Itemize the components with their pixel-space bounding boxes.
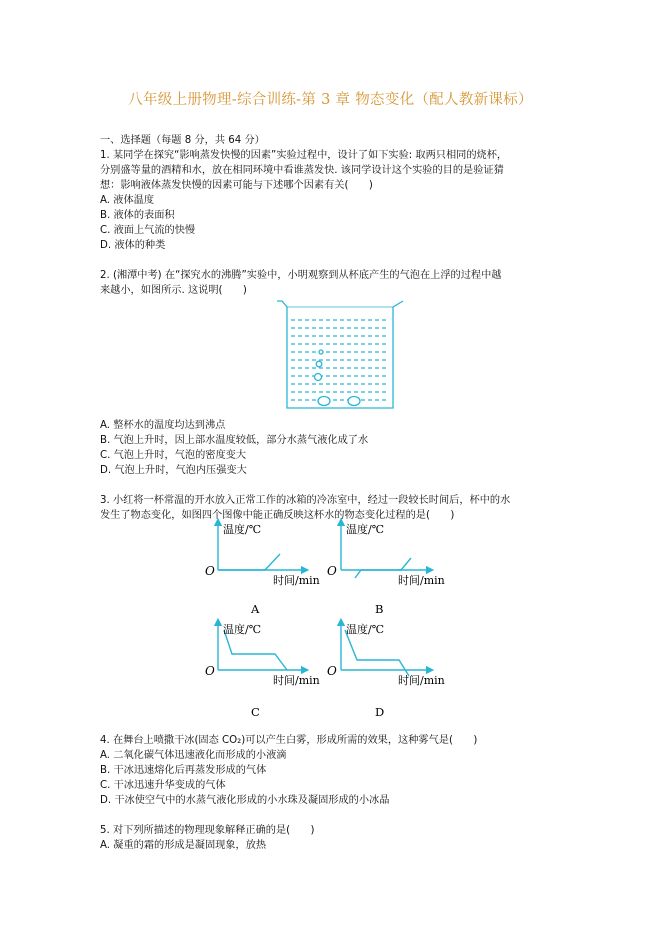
graph-c-ylabel: 温度/℃ [223,623,262,636]
q3-text-1: 3. 小红将一杯常温的开水放入正常工作的冰箱的冷冻室中，经过一段较长时间后，杯中的水 [100,495,511,506]
bubbles [315,350,361,406]
graph-b-origin: O [327,564,337,578]
q2-text-2: 来越小，如图所示. 这说明( ) [100,285,247,296]
q1-text-2: 分别盛等量的酒精和水，放在相同环境中看谁蒸发快. 该同学设计这个实验的目的是验证猜 [100,165,504,176]
q5-option-a: A. 凝重的霜的形成是凝固现象，放热 [100,840,267,851]
graph-a-ylabel: 温度/℃ [223,523,262,536]
graph-d [327,622,445,719]
graph-d-ylabel: 温度/℃ [346,623,385,636]
q4-option-d: D. 干冰使空气中的水蒸气液化形成的小水珠及凝固形成的小冰晶 [100,795,390,806]
q1-option-a: A. 液体温度 [100,195,155,206]
beaker-figure [275,298,405,416]
q2-option-d: D. 气泡上升时，气泡内压强变大 [100,465,247,476]
graph-a-xlabel: 时间/min [273,574,320,587]
q3-text-2: 发生了物态变化，如图四个图像中能正确反映这杯水的物态变化过程的是( ) [100,510,455,521]
q2-option-a: A. 整杯水的温度均达到沸点 [100,420,226,431]
graph-c-origin: O [205,664,215,678]
graph-d-origin: O [327,664,337,678]
q2-text-1: 2. (湘潭中考) 在“探究水的沸腾”实验中，小明观察到从杯底产生的气泡在上浮的过程中越 [100,270,502,281]
q1-option-b: B. 液体的表面积 [100,210,175,221]
q1-text-1: 1. 某同学在探究“影响蒸发快慢的因素”实验过程中，设计了如下实验: 取两只相同的烧杯， [100,150,508,161]
q2-option-c: C. 气泡上升时，气泡的密度变大 [100,450,247,461]
graph-c-letter: C [251,705,260,719]
water-lines [291,320,389,400]
q1-text-3: 想：影响液体蒸发快慢的因素可能与下述哪个因素有关( ) [100,180,373,191]
q4-option-b: B. 干冰迅速熔化后再蒸发形成的气体 [100,765,267,776]
graph-a-letter: A [251,602,260,616]
page-title: 八年级上册物理-综合训练-第 3 章 物态变化（配人教新课标） [128,92,533,108]
graph-a [205,522,320,616]
q2-option-b: B. 气泡上升时，因上部水温度较低，部分水蒸气液化成了水 [100,435,369,446]
graph-d-letter: D [375,705,385,719]
graph-b-letter: B [375,602,384,616]
graph-b [327,522,445,616]
q4-option-c: C. 干冰迅速升华变成的气体 [100,780,226,791]
q4-text-1: 4. 在舞台上喷撒干冰(固态 CO₂)可以产生白雾，形成所需的效果，这种雾气是( ) [100,735,478,746]
graph-b-ylabel: 温度/℃ [346,523,385,536]
graphs-figure [195,518,485,723]
q1-option-c: C. 液面上气流的快慢 [100,225,196,236]
graph-c [205,622,320,719]
graph-c-xlabel: 时间/min [273,674,320,687]
graph-b-xlabel: 时间/min [398,574,445,587]
q1-option-d: D. 液体的种类 [100,240,166,251]
section-heading: 一、选择题（每题 8 分，共 64 分） [100,135,265,146]
q5-text-1: 5. 对下列所描述的物理现象解释正确的是( ) [100,825,315,836]
graph-a-origin: O [205,564,215,578]
graph-d-xlabel: 时间/min [398,674,445,687]
q4-option-a: A. 二氧化碳气体迅速液化而形成的小液滴 [100,750,287,761]
